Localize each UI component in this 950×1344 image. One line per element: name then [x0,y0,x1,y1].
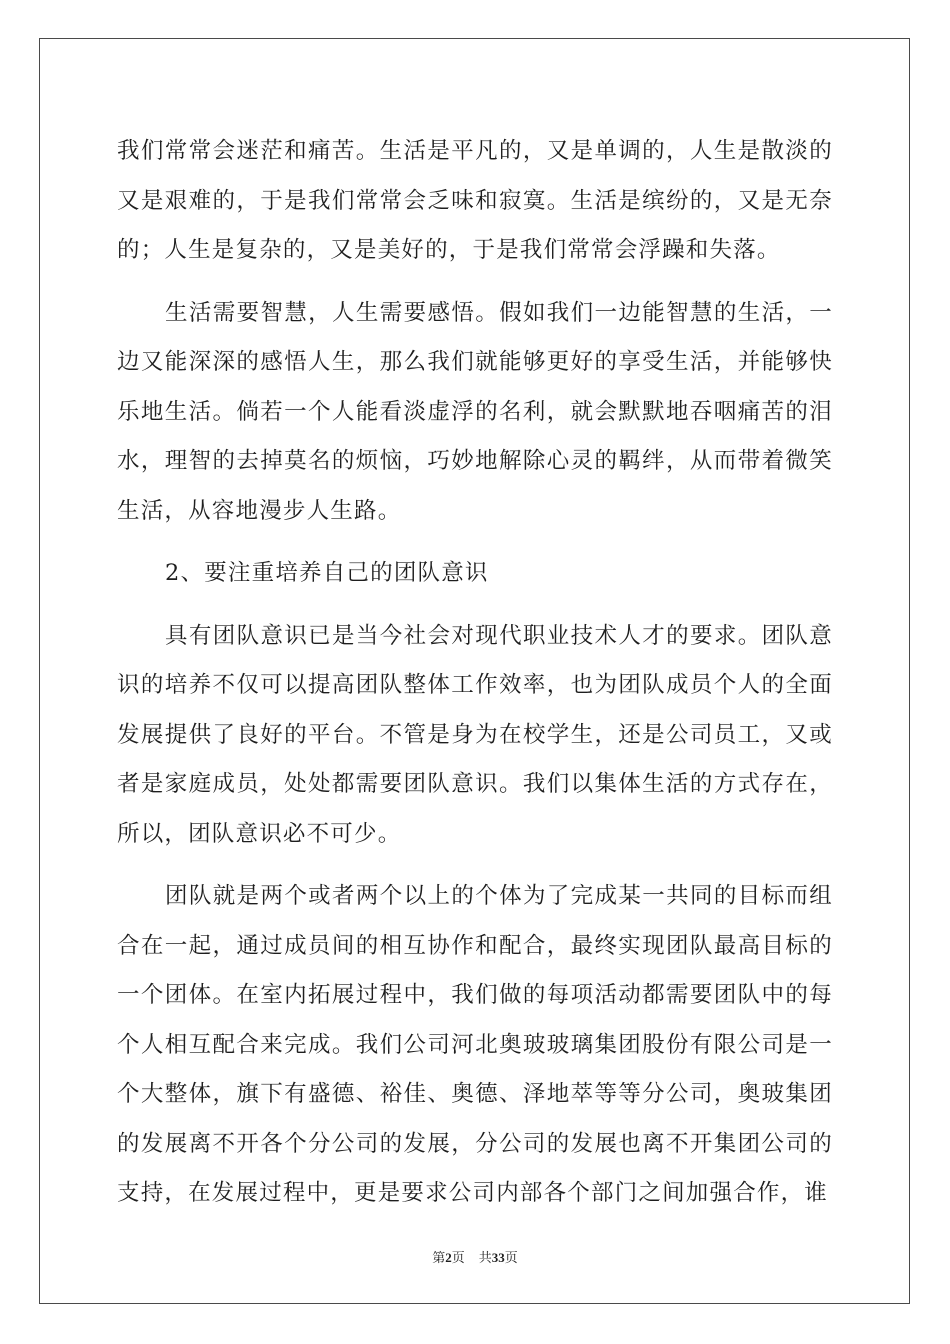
paragraph-1: 我们常常会迷茫和痛苦。生活是平凡的，又是单调的，人生是散淡的又是艰难的，于是我们常常会乏味和寂寞。生活是缤纷的，又是无奈的；人生是复杂的，又是美好的，于是我们常常会浮躁和失落。 [117,138,833,263]
total-prefix: 共 [478,1251,492,1266]
section-heading: 2、要注重培养自己的团队意识 [165,560,489,586]
paragraph-4: 团队就是两个或者两个以上的个体为了完成某一共同的目标而组合在一起，通过成员间的相互协作和配合，最终实现团队最高目标的一个团体。在室内拓展过程中，我们做的每项活动都需要团队中的每个人相互配合来完成。我们公司河北奥玻玻璃集团股份有限公司是一个大整体，旗下有盛德、裕佳、奥德、泽地萃等等分公司，奥玻集团的发展离不开各个分公司的发展，分公司的发展也离不开集团公司的支持，在发展过程中，更是要求公司内部各个部门之间加强合作，谁 [117,883,833,1206]
paragraph-3: 具有团队意识已是当今社会对现代职业技术人才的要求。团队意识的培养不仅可以提高团队整体工作效率，也为团队成员个人的全面发展提供了良好的平台。不管是身为在校学生，还是公司员工，又或者是家庭成员，处处都需要团队意识。我们以集体生活的方式存在，所以，团队意识必不可少。 [117,622,833,847]
page-suffix: 页 [451,1251,465,1266]
page-number: 2 [445,1250,452,1265]
page-footer [0,1247,950,1266]
document-body [117,127,833,1232]
page-prefix: 第 [432,1251,446,1266]
total-suffix: 页 [504,1251,518,1266]
total-pages: 33 [491,1250,505,1265]
paragraph-2: 生活需要智慧，人生需要感悟。假如我们一边能智慧的生活，一边又能深深的感悟人生，那么我们就能够更好的享受生活，并能够快乐地生活。倘若一个人能看淡虚浮的名利，就会默默地吞咽痛苦的泪水，理智的去掉莫名的烦恼，巧妙地解除心灵的羁绊，从而带着微笑生活，从容地漫步人生路。 [117,299,833,524]
